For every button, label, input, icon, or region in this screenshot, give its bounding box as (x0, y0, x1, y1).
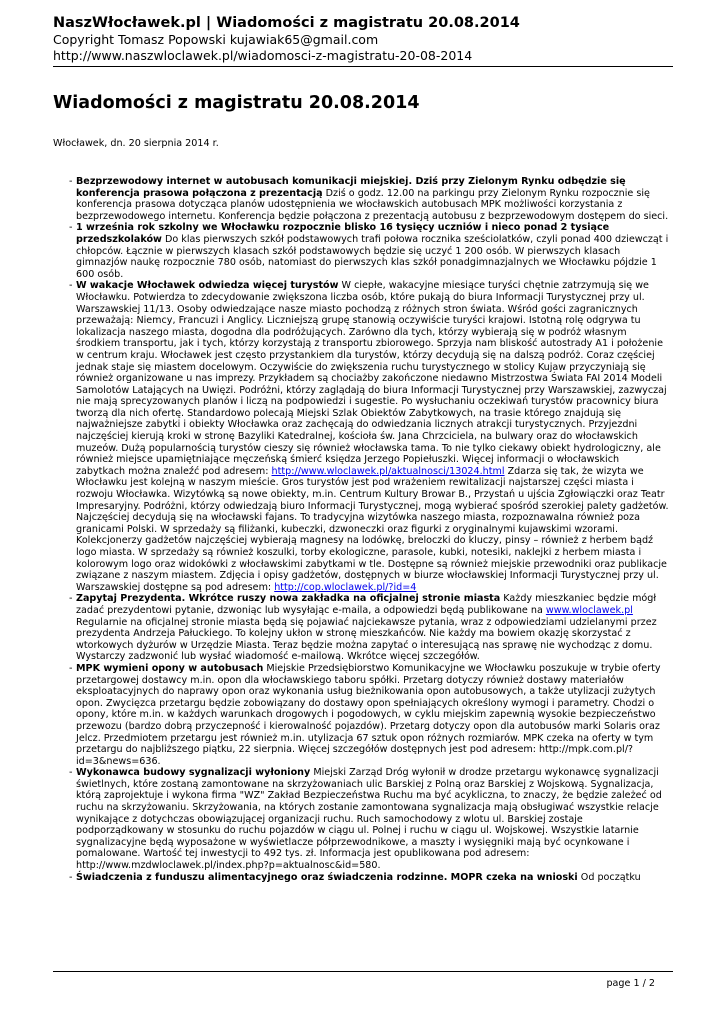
page-title: Wiadomości z magistratu 20.08.2014 (53, 93, 420, 113)
gadgets-link[interactable]: http://cop.wloclawek.pl/?id=4 (274, 581, 417, 593)
news-heading: Zapytaj Prezydenta. Wkrótce ruszy nowa zakładka na oficjalnej stronie miasta (76, 593, 501, 605)
news-list (0, 176, 725, 883)
news-body: Do klas pierwszych szkół podstawowych trafi połowa rocznika sześciolatków, czyli ponad 400 dziewcząt i chłopców. Łącznie w pierwszych klasach szkół podstawowych będzie się uczyć 1 200 osób. W pierwszych klasach gimnazjów naukę rozpocznie 780 osób, natomiast do pierwszych klas szkół ponadgimnazjalnych we Włocławku pójdzie 1 600 osób. (76, 233, 669, 280)
news-body: Miejski Zarząd Dróg wyłonił w drodze przetargu wykonawcę sygnalizacji świetlnych, które zostaną zamontowane na skrzyżowaniach ulic Barskiej z Polną oraz Barskiej z Wojskową. Sygnalizacja, którą zaprojektuje i wykona firma "WZ" Zakład Bezpieczeństwa Ruchu ma być acykliczna, to znaczy, że będzie zależeć od ruchu na skrzyżowaniu. Skrzyżowania, na których zostanie zamontowana sygnalizacja mają obsługiwać wszystkie relacje wynikające z dotychczas obowiązującej organizacji ruchu. Ruch samochodowy z wlotu ul. Barskiej zostaje podporządkowany w stosunku do ruchu pojazdów w ciągu ul. Polnej i ruchu w ciągu ul. Wojskowej. Wszystkie latarnie sygnalizacyjne będą wyposażone w wyświetlacze półprzewodnikowe, a maszty i wysięgniki mają być ocynkowane i pomalowane. Wartość tej inwestycji to 492 tys. zł. Informacja jest opublikowana pod adresem: http://www.mzdwloclawek.pl/index.php?p=aktualnosc&id=580. (76, 767, 662, 872)
news-heading: W wakacje Włocławek odwiedza więcej turystów (76, 280, 339, 292)
header-divider (53, 66, 673, 67)
news-item (76, 222, 670, 280)
news-body: Miejskie Przedsiębiorstwo Komunikacyjne we Włocławku poszukuje w trybie oferty przetargowej dostawcy m.in. opon dla włocławskiego taboru spółki. Przetarg dotyczy również dostawy materiałów eksploatacyjnych do naprawy opon oraz wykonania usług bieżnikowania opon autobusowych, a także utylizacji zużytych opon. Zwycięzca przetargu będzie zobowiązany do dostawy opon spełniających określony wymogi i parametry. Chodzi o opony, które m.in. w każdych warunkach drogowych i pogodowych, w cyklu miejskim zapewnią wysokie bezpieczeństwo przewozu (bardzo dobrą przyczepność i kierowalność pojazdów). Przetarg dotyczy opon dla autobusów marki Solaris oraz Jelcz. Przedmiotem przetargu jest również m.in. utylizacja 67 sztuk opon różnych rozmiarów. MPK czeka na oferty w tym przetargu do najbliższego piątku, 22 sierpnia. Więcej szczegółów dostępnych jest pod adresem: http://mpk.com.pl/?id=3&news=636. (76, 662, 661, 767)
news-body-continued: Regularnie na oficjalnej stronie miasta będą się pojawiać najciekawsze pytania, wraz z odpowiedziami udzielanymi przez prezydenta Andrzeja Pałuckiego. To kolejny ukłon w stronę mieszkańców. Nie każdy ma bowiem okazję skorzystać z wtorkowych dyżurów w Urzędzie Miasta. Teraz będzie można zapytać o interesującą nas sprawę nie wychodząc z domu. Wystarczy zadzwonić lub wysłać wiadomość e-mailową. Wkrótce więcej szczegółów. (76, 616, 657, 663)
news-item (76, 872, 670, 884)
news-body: Od początku (577, 871, 641, 883)
news-item (76, 767, 670, 871)
news-heading: Świadczenia z funduszu alimentacyjnego oraz świadczenia rodzinne. MOPR czeka na wnioski (76, 871, 578, 883)
site-title: NaszWłocławek.pl | Wiadomości z magistratu 20.08.2014 (53, 15, 520, 31)
news-heading: Wykonawca budowy sygnalizacji wyłoniony (76, 767, 311, 779)
monuments-link[interactable]: http://www.wloclawek.pl/aktualnosci/13024.html (271, 465, 505, 477)
news-item (76, 280, 670, 593)
dateline: Włocławek, dn. 20 sierpnia 2014 r. (53, 138, 219, 149)
city-website-link[interactable]: www.wloclawek.pl (545, 604, 633, 616)
news-item (76, 663, 670, 767)
news-heading: Bezprzewodowy internet w autobusach komunikacji miejskiej. Dziś przy Zielonym Rynku odbędzie się konferencja prasowa połączona z prezentacją (76, 176, 626, 199)
document-header (53, 14, 673, 64)
news-heading: 1 września rok szkolny we Włocławku rozpocznie blisko 16 tysięcy uczniów i nieco ponad 2 tysiące przedszkolaków (76, 222, 610, 245)
news-item (76, 593, 670, 663)
news-body: W ciepłe, wakacyjne miesiące turyści chętnie zatrzymują się we Włocławku. Potwierdza to zdecydowanie zwiększona liczba osób, które pukają do biura Informacji Turystycznej przy ul. Warszawskiej 11/13. Osoby odwiedzające nasze miasto pochodzą z różnych stron świata. Wśród gości zagranicznych przeważają: Niemcy, Francuzi i Anglicy. Liczniejszą grupę stanowią oczywiście turyści krajowi. Istotną rolę odgrywa tu lokalizacja naszego miasta, dogodna dla podróżujących. Zarówno dla tych, którzy wybierają się w podróż własnym środkiem transportu, jak i tych, którzy korzystają z transportu zbiorowego. Sprzyja nam bliskość autostrady A1 i położenie w centrum kraju. Włocławek jest często przystankiem dla turystów, którzy decydują się na dalszą podróż. Coraz częściej jednak staje się miastem docelowym. Oczywiście do zwiększenia ruchu turystycznego w stolicy Kujaw przyczyniają się również organizowane u nas imprezy. Przykładem są chociażby zakończone niedawno Mistrzostwa Świata FAI 2014 Modeli Samolotów Latających na Uwięzi. Podróżni, którzy zaglądają do biura Informacji Turystycznej przy Warszawskiej, zazwyczaj nie mają sprecyzowanych planów i liczą na podpowiedzi i sugestie. Po wysłuchaniu oczekiwań turystów pracownicy biura tworzą dla nich ofertę. Standardowo polecają Miejski Szlak Obiektów Zabytkowych, na trasie którego znajdują się najważniejsze zabytki i obiekty Włocławka oraz zachęcają do odwiedzania licznych atrakcji turystycznych. Przyjezdni najczęściej kierują kroki w stronę Bazyliki Katedralnej, kościoła św. Jana Chrzciciela, na bulwary oraz do włocławskich muzeów. Dużą popularnością turystów cieszy się również włocławska tama. To nie tylko ciekawy obiekt hydrologiczny, ale również miejsce upamiętniające męczeńską śmierć księdza Jerzego Popiełuszki. Więcej informacji o włocławskich zabytkach można znaleźć pod adresem: (76, 280, 667, 477)
news-body: Dziś o godz. 12.00 na parkingu przy Zielonym Rynku rozpocznie się konferencja prasowa dotycząca planów udostępnienia we włocławskich autobusach MPK możliwości korzystania z bezprzewodowego internetu. Konferencja będzie połączona z prezentacją autobusu z bezprzewodowym dostępem do sieci. (76, 187, 669, 222)
copyright-line: Copyright Tomasz Popowski kujawiak65@gmail.com (53, 32, 379, 47)
news-body: Każdy mieszkaniec będzie mógł zadać prezydentowi pytanie, dzwoniąc lub wysyłając e-maila, a odpowiedzi będą publikowane na (76, 593, 657, 616)
footer-divider (53, 971, 673, 972)
news-body-continued: Zdarza się tak, że wizyta we Włocławku jest kolejną w naszym mieście. Gros turystów jest pod wrażeniem rewitalizacji najstarszej części miasta i rozwoju Włocławka. Wizytówką są nowe obiekty, m.in. Centrum Kultury Browar B., Przystań u ujścia Zgłowiączki oraz Teatr Impresaryjny. Podróżni, którzy odwiedzają biuro Informacji Turystycznej, mogą wybierać spośród szerokiej palety gadżetów. Najczęściej decydują się na włocławski fajans. To tradycyjna wizytówka naszego miasta, rozpoznawalna również poza granicami Polski. W sprzedaży są filiżanki, kubeczki, dzwoneczki oraz figurki z oryginalnymi kujawskimi wzorami. Kolekcjonerzy gadżetów najczęściej wybierają magnesy na lodówkę, breloczki do kluczy, pinsy – również z herbem bądź logo miasta. W sprzedaży są również koszulki, torby ekologiczne, parasole, kubki, notesiki, naklejki z herbem miasta i kolorowym logo oraz widokówki z włocławskimi zabytkami w tle. Dostępne są również miejskie przewodniki oraz publikacje związane z naszym miastem. Zdjęcia i opisy gadżetów, dostępnych w biurze włocławskiej Informacji Turystycznej przy ul. Warszawskiej dostępne są pod adresem: (76, 465, 669, 593)
news-heading: MPK wymieni opony w autobusach (76, 662, 264, 674)
source-url: http://www.naszwloclawek.pl/wiadomosci-z-magistratu-20-08-2014 (53, 48, 473, 63)
news-item (76, 176, 670, 222)
page-number: page 1 / 2 (606, 978, 655, 989)
